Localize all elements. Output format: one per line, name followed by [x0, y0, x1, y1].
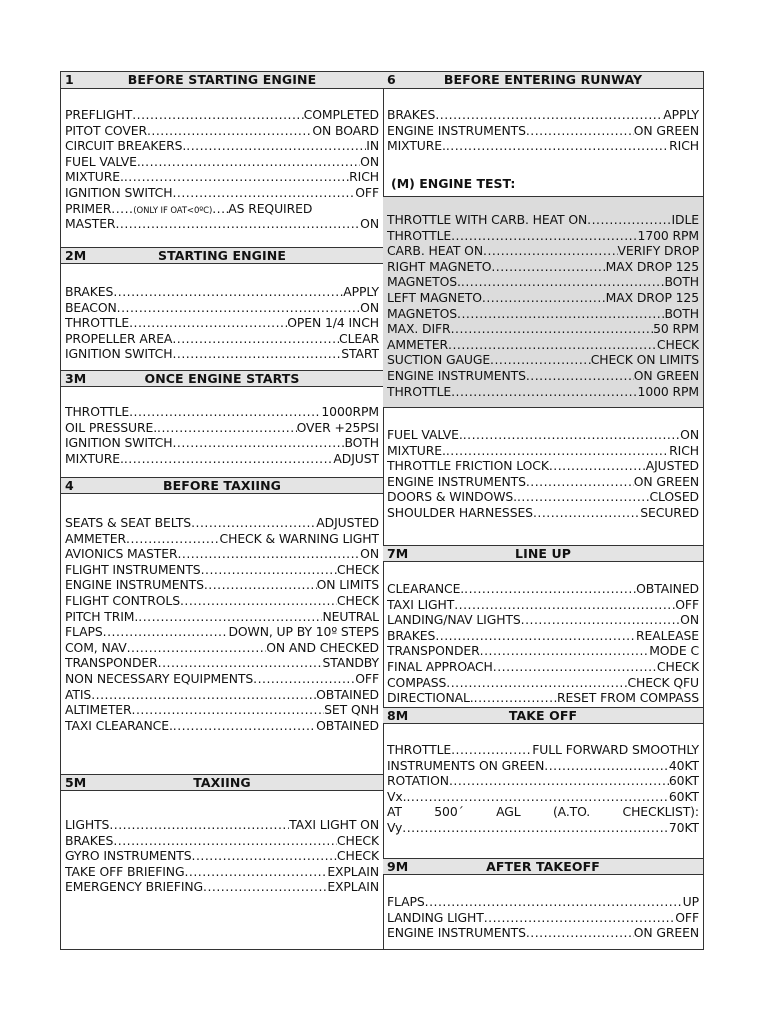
checklist-row: CLEARANCE. ..... OBTAINED — [387, 581, 699, 597]
primer-note: (ONLY IF OAT<0ºC) — [133, 205, 213, 216]
checklist-row: LANDING/NAV LIGHTS ..... ON — [387, 612, 699, 628]
checklist-row: MAGNETOS ..... BOTH — [387, 306, 699, 322]
checklist-row: FLAPS ..... DOWN, UP BY 10º STEPS — [65, 624, 379, 640]
section-title: BEFORE TAXIING — [162, 478, 282, 493]
checklist-row: LEFT MAGNETO ..... MAX DROP 125 — [387, 290, 699, 306]
section-items-before-entering-runway — [387, 107, 699, 154]
checklist-row: INSTRUMENTS ON GREEN ..... 40KT — [387, 758, 699, 774]
checklist-row: MIXTURE. ..... RICH — [387, 138, 699, 154]
section-title: TAXIING — [193, 775, 251, 790]
checklist-row: RIGHT MAGNETO ..... MAX DROP 125 — [387, 259, 699, 275]
checklist-row: DIRECTIONAL. ..... RESET FROM COMPASS — [387, 690, 699, 706]
section-number: 7M — [387, 546, 409, 561]
checklist-row: FLIGHT CONTROLS ..... CHECK — [65, 593, 379, 609]
section-header-take-off — [383, 707, 703, 724]
checklist-row: FUEL VALVE. ..... ON — [65, 154, 379, 170]
section-items-before-starting-engine — [65, 107, 379, 232]
checklist-row: MASTER ..... ON — [65, 216, 379, 232]
checklist-row: THROTTLE ..... 1700 RPM — [387, 228, 699, 244]
section-number: 1 — [65, 72, 74, 87]
checklist-row: TRANSPONDER ..... MODE C — [387, 643, 699, 659]
checklist-row: ENGINE INSTRUMENTS ..... ON GREEN — [387, 368, 699, 384]
section-number: 5M — [65, 775, 87, 790]
checklist-row: SEATS & SEAT BELTS ..... ADJUSTED — [65, 515, 379, 531]
section-header-once-engine-starts — [61, 370, 383, 387]
section-number: 6 — [387, 72, 396, 87]
checklist-row: PITCH TRIM. ..... NEUTRAL — [65, 609, 379, 625]
section-header-before-taxiing — [61, 477, 383, 494]
section-title: AFTER TAKEOFF — [486, 859, 600, 874]
checklist-row: AMMETER ..... CHECK & WARNING LIGHT — [65, 531, 379, 547]
checklist-row: PROPELLER AREA ..... CLEAR — [65, 331, 379, 347]
checklist-row: BRAKES ..... APPLY — [65, 284, 379, 300]
checklist-row: EMERGENCY BRIEFING ..... EXPLAIN — [65, 879, 379, 895]
checklist-row: FUEL VALVE. ..... ON — [387, 427, 699, 443]
checklist-row: THROTTLE ..... OPEN 1/4 INCH — [65, 315, 379, 331]
checklist-row: THROTTLE WITH CARB. HEAT ON ..... IDLE — [387, 212, 699, 228]
checklist-row: MAGNETOS. ..... BOTH — [387, 274, 699, 290]
checklist-row: OIL PRESSURE. ..... OVER +25PSI — [65, 420, 379, 436]
section-header-after-takeoff — [383, 858, 703, 875]
checklist-row: IGNITION SWITCH ..... START — [65, 346, 379, 362]
section-title: BEFORE ENTERING RUNWAY — [443, 72, 643, 87]
checklist-row: BEACON ..... ON — [65, 300, 379, 316]
checklist-row: TAXI LIGHT ..... OFF — [387, 597, 699, 613]
checklist-row: TAKE OFF BRIEFING ..... EXPLAIN — [65, 864, 379, 880]
section-header-starting-engine — [61, 247, 383, 264]
checklist-row: TAXI CLEARANCE. ..... OBTAINED — [65, 718, 379, 734]
section-title: LINE UP — [515, 546, 571, 561]
section-number: 2M — [65, 248, 87, 263]
checklist-row: FLAPS ..... UP — [387, 894, 699, 910]
section-title: STARTING ENGINE — [158, 248, 286, 263]
left-column — [61, 72, 384, 949]
checklist-row: BRAKES ..... CHECK — [65, 833, 379, 849]
checklist-row: PRIMER ..... (ONLY IF OAT<0ºC) ..... AS REQUIRED — [65, 201, 379, 217]
section-header-before-starting-engine — [61, 72, 383, 89]
checklist-row: IGNITION SWITCH ..... OFF — [65, 185, 379, 201]
checklist-row: PITOT COVER ..... ON BOARD — [65, 123, 379, 139]
checklist-row: TRANSPONDER ..... STANDBY — [65, 655, 379, 671]
checklist-row: PREFLIGHT ..... COMPLETED — [65, 107, 379, 123]
section-title: TAKE OFF — [508, 708, 578, 723]
section-items-once-engine-starts — [65, 404, 379, 466]
right-column — [383, 72, 703, 949]
checklist-row: THROTTLE FRICTION LOCK ..... AJUSTED — [387, 458, 699, 474]
after-engine-test-items — [387, 427, 699, 521]
section-items-starting-engine — [65, 284, 379, 362]
checklist-row: ENGINE INSTRUMENTS ..... ON GREEN — [387, 925, 699, 941]
checklist-row: COM, NAV ..... ON AND CHECKED — [65, 640, 379, 656]
section-title: BEFORE STARTING ENGINE — [127, 72, 317, 87]
checklist-row: ROTATION ..... 60KT — [387, 773, 699, 789]
engine-test-items — [387, 212, 699, 399]
section-number: 9M — [387, 859, 409, 874]
checklist-row: MIXTURE. ..... RICH — [387, 443, 699, 459]
checklist-row: COMPASS ..... CHECK QFU — [387, 675, 699, 691]
checklist-row: AMMETER ..... CHECK — [387, 337, 699, 353]
checklist-row: LANDING LIGHT ..... OFF — [387, 910, 699, 926]
checklist-row: FINAL APPROACH ..... CHECK — [387, 659, 699, 675]
checklist-row: ENGINE INSTRUMENTS ..... ON LIMITS — [65, 577, 379, 593]
checklist-row: MAX. DIFR ..... 50 RPM — [387, 321, 699, 337]
engine-test-title: (M) ENGINE TEST: — [391, 176, 516, 191]
checklist-row: ENGINE INSTRUMENTS ..... ON GREEN — [387, 123, 699, 139]
checklist-row: MIXTURE. ..... ADJUST — [65, 451, 379, 467]
checklist-row: CARB. HEAT ON ..... VERIFY DROP — [387, 243, 699, 259]
section-number: 3M — [65, 371, 87, 386]
checklist-row: FLIGHT INSTRUMENTS ..... CHECK — [65, 562, 379, 578]
checklist-row: THROTTLE ..... 1000RPM — [65, 404, 379, 420]
section-header-before-entering-runway — [383, 72, 703, 89]
checklist-sheet — [60, 71, 704, 950]
section-items-taxiing — [65, 817, 379, 895]
checklist-row: SUCTION GAUGE ..... CHECK ON LIMITS — [387, 352, 699, 368]
checklist-row: SHOULDER HARNESSES ..... SECURED — [387, 505, 699, 521]
checklist-row: AVIONICS MASTER ..... ON — [65, 546, 379, 562]
checklist-row: GYRO INSTRUMENTS ..... CHECK — [65, 848, 379, 864]
checklist-row: NON NECESSARY EQUIPMENTS ..... OFF — [65, 671, 379, 687]
section-header-taxiing — [61, 774, 383, 791]
section-number: 8M — [387, 708, 409, 723]
checklist-row: THROTTLE ..... 1000 RPM — [387, 384, 699, 400]
section-items-take-off — [387, 742, 699, 836]
checklist-row: Vx. ..... 60KT — [387, 789, 699, 805]
checklist-row: ALTIMETER ..... SET QNH — [65, 702, 379, 718]
section-items-after-takeoff — [387, 894, 699, 941]
checklist-row: IGNITION SWITCH ..... BOTH — [65, 435, 379, 451]
section-number: 4 — [65, 478, 74, 493]
checklist-row: MIXTURE. ..... RICH — [65, 169, 379, 185]
section-items-line-up — [387, 581, 699, 706]
checklist-row: BRAKES ..... REALEASE — [387, 628, 699, 644]
section-header-line-up — [383, 545, 703, 562]
checklist-row: DOORS & WINDOWS. ..... CLOSED — [387, 489, 699, 505]
at-500-agl-line: AT 500´ AGL (A.TO. CHECKLIST): — [387, 804, 699, 820]
section-items-before-taxiing — [65, 515, 379, 733]
checklist-row: ENGINE INSTRUMENTS ..... ON GREEN — [387, 474, 699, 490]
checklist-row: BRAKES ..... APPLY — [387, 107, 699, 123]
checklist-row: THROTTLE ..... FULL FORWARD SMOOTHLY — [387, 742, 699, 758]
checklist-row: Vy ..... 70KT — [387, 820, 699, 836]
checklist-row: LIGHTS ..... TAXI LIGHT ON — [65, 817, 379, 833]
section-title: ONCE ENGINE STARTS — [144, 371, 300, 386]
checklist-row: CIRCUIT BREAKERS. ..... IN — [65, 138, 379, 154]
checklist-row: ATIS ..... OBTAINED — [65, 687, 379, 703]
